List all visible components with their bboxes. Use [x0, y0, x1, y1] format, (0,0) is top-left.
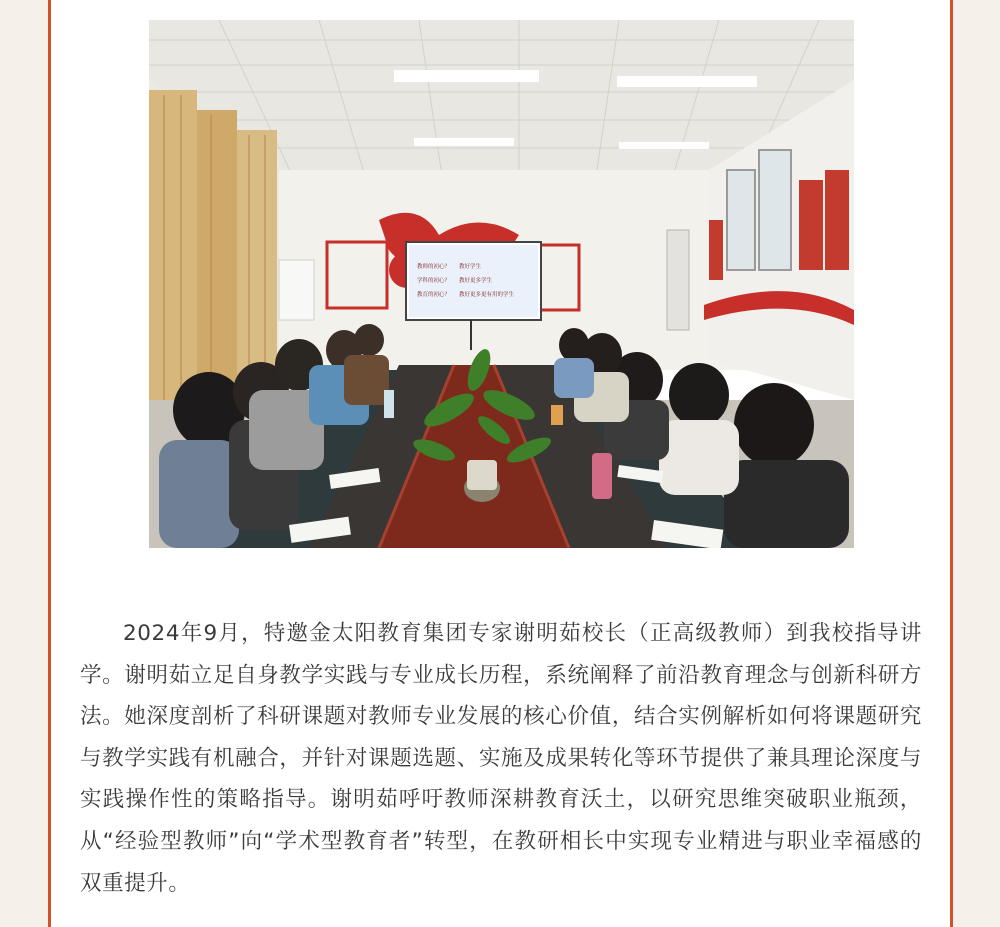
svg-text:教师的初心？: 教师的初心？ [417, 264, 451, 270]
article-paragraph: 2024年9月，特邀金太阳教育集团专家谢明茹校长（正高级教师）到我校指导讲学。谢明茹立足自身教学实践与专业成长历程，系统阐释了前沿教育理念与创新科研方法。她深度剖析了科研课题对教师专业发展的核心价值，结合实例解析如何将课题研究与教学实践有机融合，并针对课题选题、实施及成果转化等环节提供了兼具理论深度与实践操作性的策略指导。谢明茹呼吁教师深耕教育沃土，以研究思维突破职业瓶颈，从“经验型教师”向“学术型教育者”转型，在教研相长中实现专业精进与职业幸福感的双重提升。 [80, 621, 922, 896]
meeting-photo [149, 20, 854, 548]
svg-text:教育的初心？: 教育的初心？ [417, 292, 451, 298]
svg-text:教好更多学生: 教好更多学生 [459, 278, 493, 284]
svg-text:教好更多更有用的学生: 教好更多更有用的学生 [459, 292, 515, 298]
article-content [51, 0, 950, 927]
svg-text:学科的初心？: 学科的初心？ [417, 278, 451, 284]
svg-text:教好学生: 教好学生 [459, 264, 482, 270]
right-frame-border [950, 0, 953, 927]
